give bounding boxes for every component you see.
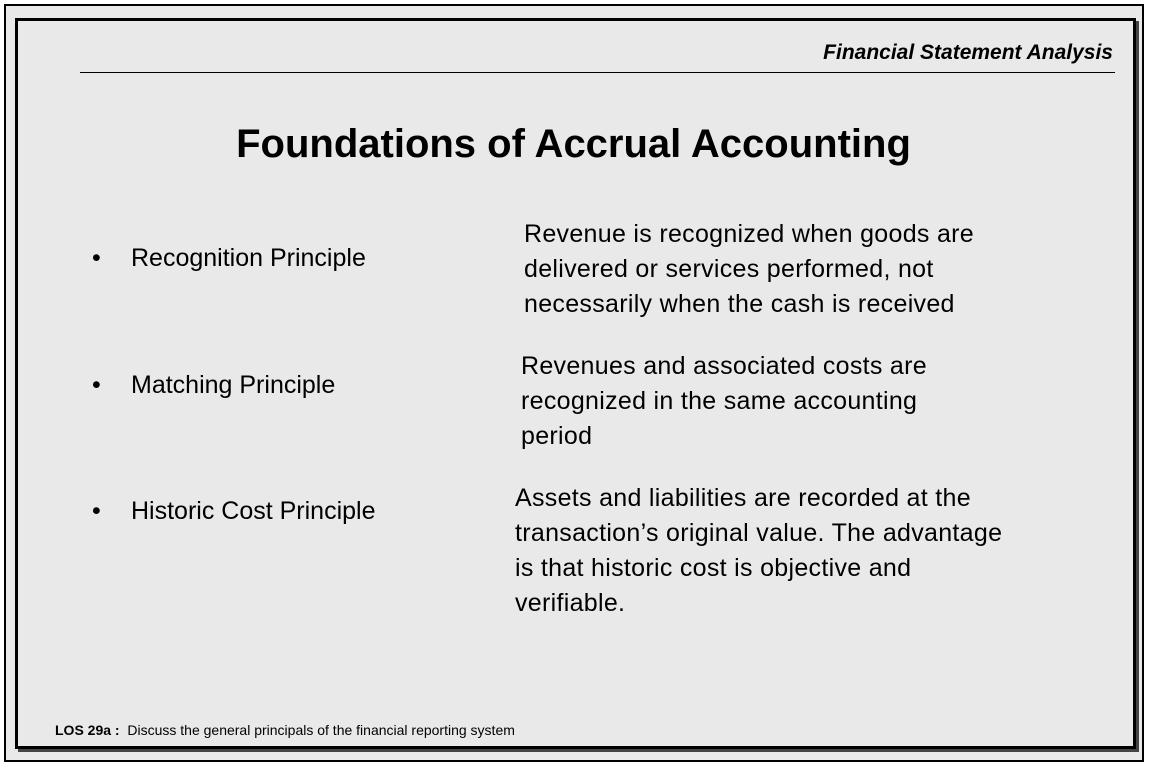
header-title: Financial Statement Analysis [823, 41, 1113, 64]
principle-item-historic-cost [92, 497, 376, 526]
principle-name: Recognition Principle [131, 244, 366, 272]
los-code: LOS 29a : [55, 722, 120, 738]
principle-item-matching [92, 371, 335, 400]
slide-frame [4, 4, 1144, 762]
description-line: recognized in the same accounting [521, 387, 918, 415]
description-line: delivered or services performed, not [524, 255, 934, 283]
bullet-icon: • [92, 244, 101, 272]
principle-name: Matching Principle [131, 371, 336, 399]
bullet-icon: • [92, 497, 101, 525]
los-footer [55, 722, 515, 738]
principle-name: Historic Cost Principle [131, 497, 376, 525]
principle-item-recognition [92, 244, 366, 273]
description-line: verifiable. [515, 589, 626, 617]
description-line: period [521, 422, 593, 450]
slide-content-area [15, 18, 1136, 749]
description-line: necessarily when the cash is received [524, 290, 955, 318]
header-divider [80, 72, 1115, 73]
los-text: Discuss the general principals of the financial reporting system [127, 722, 515, 738]
description-line: transaction’s original value. The advantage [515, 519, 1003, 547]
principle-description-matching [521, 349, 927, 454]
principle-description-historic-cost [515, 481, 1002, 621]
description-line: Revenue is recognized when goods are [524, 220, 974, 248]
description-line: Assets and liabilities are recorded at the [515, 484, 971, 512]
description-line: Revenues and associated costs are [521, 352, 927, 380]
page-title: Foundations of Accrual Accounting [236, 122, 911, 166]
bullet-icon: • [92, 371, 101, 399]
principle-description-recognition [524, 217, 974, 322]
description-line: is that historic cost is objective and [515, 554, 912, 582]
